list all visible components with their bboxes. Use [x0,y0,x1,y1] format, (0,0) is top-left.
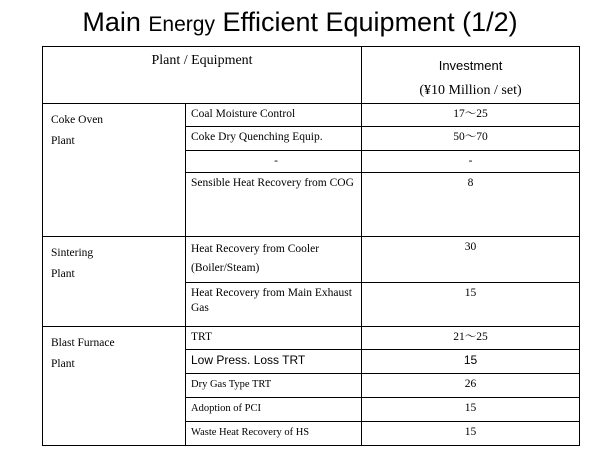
plant-cell-blast-furnace [43,327,186,446]
plant-name-line2: Plant [51,135,75,147]
table-row [43,327,580,350]
equipment-cell: Waste Heat Recovery of HS [186,422,362,446]
header-plant-equipment: Plant / Equipment [43,47,362,104]
investment-cell: - [362,151,580,173]
equipment-cell: Heat Recovery from Cooler (Boiler/Steam) [186,237,362,283]
equipment-cell: - [186,151,362,173]
title-part-energy: Energy [148,13,215,36]
title-part-rest: Efficient Equipment (1/2) [214,7,518,37]
header-investment-label: Investment [438,58,503,73]
plant-name-line2: Plant [51,358,75,370]
equipment-cell: Coke Dry Quenching Equip. [186,127,362,151]
table-header-row [43,47,580,104]
table-row [43,237,580,283]
plant-name-line1: Blast Furnace [51,337,115,349]
plant-cell-coke-oven [43,104,186,237]
equipment-cell: Sensible Heat Recovery from COG [186,173,362,237]
header-investment [362,47,580,104]
plant-cell-sintering [43,237,186,327]
investment-cell: 21～25 [362,327,580,350]
equipment-cell: TRT [186,327,362,350]
investment-cell: 15 [362,398,580,422]
equipment-cell: Heat Recovery from Main Exhaust Gas [186,283,362,327]
investment-cell: 50～70 [362,127,580,151]
equipment-cell: Adoption of PCI [186,398,362,422]
equipment-table [42,46,580,446]
table-row [43,104,580,127]
equipment-cell: Low Press. Loss TRT [186,350,362,374]
equipment-cell: Dry Gas Type TRT [186,374,362,398]
header-investment-unit: (¥10 Million / set) [419,83,522,98]
slide-title [0,2,600,45]
investment-cell: 15 [362,350,580,374]
investment-cell: 15 [362,422,580,446]
investment-cell: 15 [362,283,580,327]
investment-cell: 8 [362,173,580,237]
title-part-main: Main [82,7,149,37]
investment-cell: 30 [362,237,580,283]
investment-cell: 26 [362,374,580,398]
plant-name-line1: Coke Oven [51,114,104,126]
investment-cell: 17～25 [362,104,580,127]
equipment-cell: Coal Moisture Control [186,104,362,127]
plant-name-line2: Plant [51,268,75,280]
plant-name-line1: Sintering [51,247,94,259]
